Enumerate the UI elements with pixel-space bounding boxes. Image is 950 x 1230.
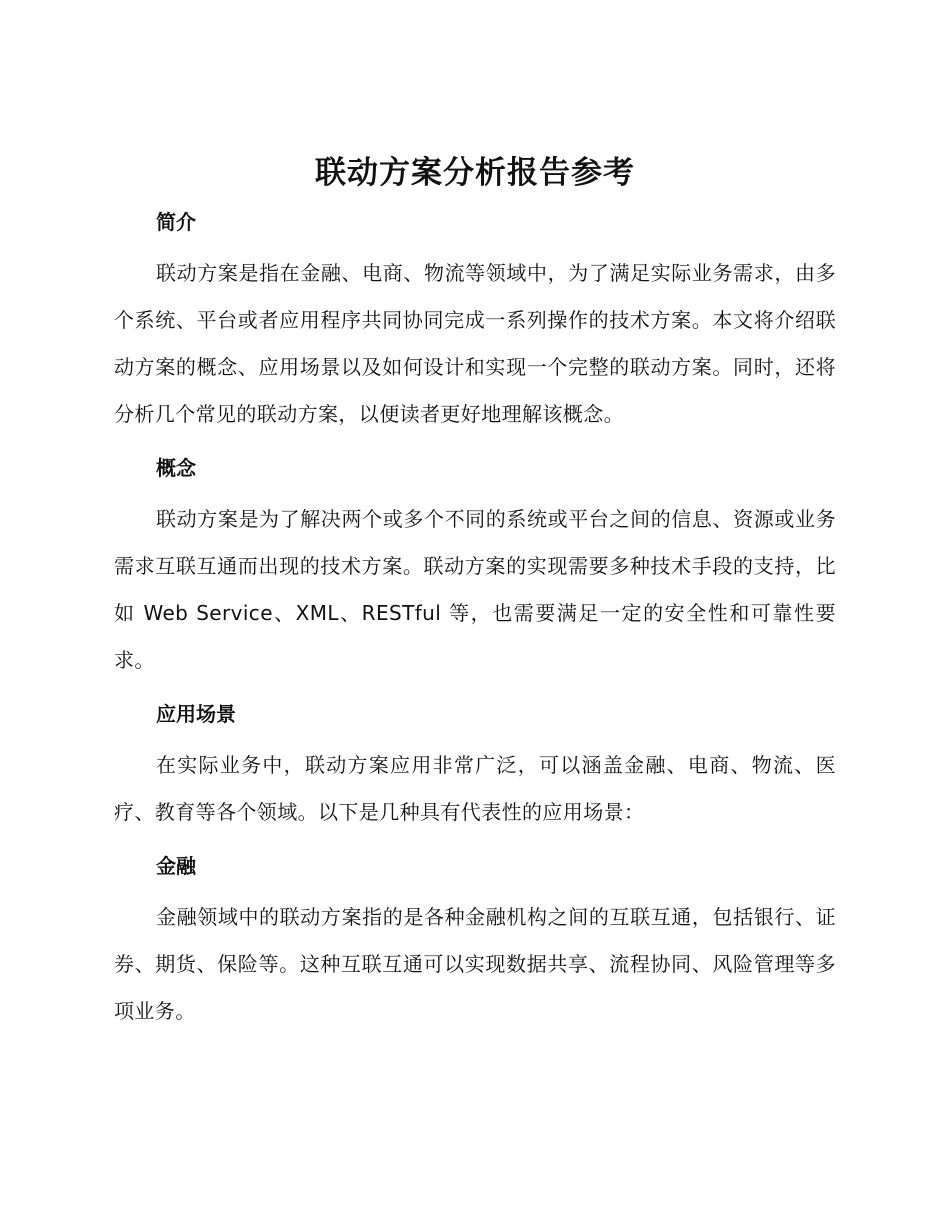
section-paragraph-scenarios: 在实际业务中，联动方案应用非常广泛，可以涵盖金融、电商、物流、医疗、教育等各个领域。以下是几种具有代表性的应用场景： (114, 753, 836, 824)
section-heading-concept: 概念 (156, 456, 196, 480)
document-title: 联动方案分析报告参考 (315, 155, 635, 191)
section-heading-finance: 金融 (156, 854, 196, 878)
document-body (114, 198, 836, 1041)
section-paragraph-concept: 联动方案是为了解决两个或多个不同的系统或平台之间的信息、资源或业务需求互联互通而出现的技术方案。联动方案的实现需要多种技术手段的支持，比如 Web Service、XML、RESTful 等，也需要满足一定的安全性和可靠性要求。 (114, 507, 836, 672)
section-heading-scenarios: 应用场景 (156, 702, 236, 726)
section-paragraph-intro: 联动方案是指在金融、电商、物流等领域中，为了满足实际业务需求，由多个系统、平台或者应用程序共同协同完成一系列操作的技术方案。本文将介绍联动方案的概念、应用场景以及如何设计和实现一个完整的联动方案。同时，还将分析几个常见的联动方案，以便读者更好地理解该概念。 (114, 261, 836, 426)
section-paragraph-finance: 金融领域中的联动方案指的是各种金融机构之间的互联互通，包括银行、证券、期货、保险等。这种互联互通可以实现数据共享、流程协同、风险管理等多项业务。 (114, 905, 836, 1023)
section-heading-intro: 简介 (156, 210, 196, 234)
